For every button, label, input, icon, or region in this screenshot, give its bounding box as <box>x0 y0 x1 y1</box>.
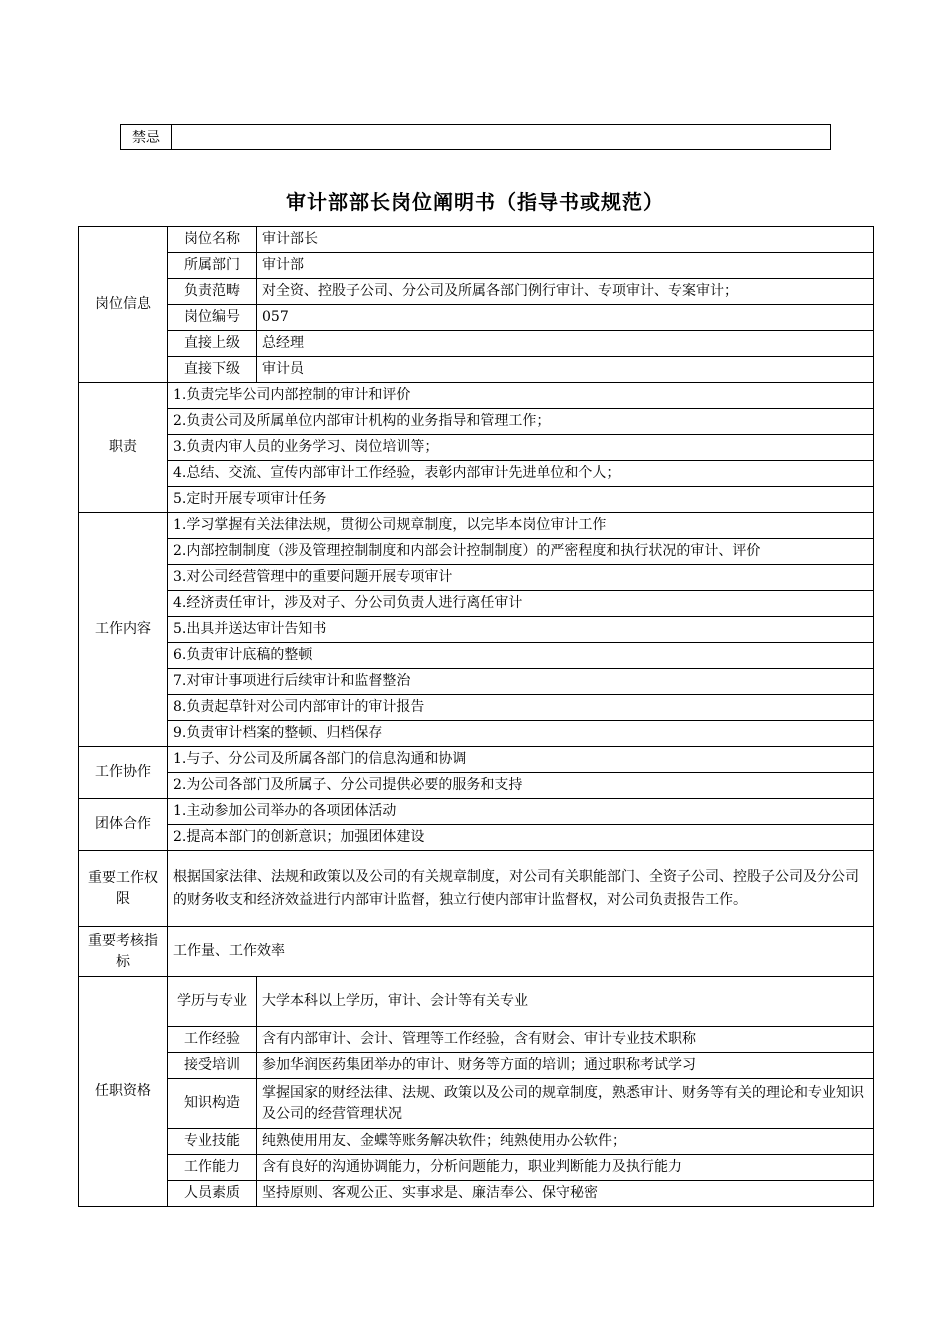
category-work-content: 工作内容 <box>79 513 168 747</box>
category-authority: 重要工作权限 <box>79 851 168 927</box>
category-kpi: 重要考核指标 <box>79 927 168 977</box>
position-info-value: 审计员 <box>257 357 874 383</box>
qualification-value: 掌握国家的财经法律、法规、政策以及公司的规章制度，熟悉审计、财务等有关的理论和专业知识及公司的经营管理状况 <box>257 1079 874 1129</box>
duty-item: 2.负责公司及所属单位内部审计机构的业务指导和管理工作； <box>168 409 874 435</box>
position-info-label: 岗位名称 <box>168 227 257 253</box>
qualification-label: 人员素质 <box>168 1181 257 1207</box>
position-info-value: 057 <box>257 305 874 331</box>
cooperation-item: 1.与子、分公司及所属各部门的信息沟通和协调 <box>168 747 874 773</box>
teamwork-item: 1.主动参加公司举办的各项团体活动 <box>168 799 874 825</box>
qualification-label: 工作能力 <box>168 1155 257 1181</box>
qualification-label: 学历与专业 <box>168 977 257 1027</box>
qualification-label: 工作经验 <box>168 1027 257 1053</box>
position-info-label: 所属部门 <box>168 253 257 279</box>
category-qualifications: 任职资格 <box>79 977 168 1207</box>
category-position-info: 岗位信息 <box>79 227 168 383</box>
job-description-table <box>78 226 874 1207</box>
kpi-text: 工作量、工作效率 <box>168 927 874 977</box>
position-info-value: 总经理 <box>257 331 874 357</box>
work-content-item: 8.负责起草针对公司内部审计的审计报告 <box>168 695 874 721</box>
work-content-item: 7.对审计事项进行后续审计和监督整治 <box>168 669 874 695</box>
qualification-value: 含有内部审计、会计、管理等工作经验，含有财会、审计专业技术职称 <box>257 1027 874 1053</box>
work-content-item: 9.负责审计档案的整顿、归档保存 <box>168 721 874 747</box>
work-content-item: 5.出具并送达审计告知书 <box>168 617 874 643</box>
work-content-item: 4.经济责任审计，涉及对子、分公司负责人进行离任审计 <box>168 591 874 617</box>
qualification-label: 专业技能 <box>168 1129 257 1155</box>
qualification-label: 接受培训 <box>168 1053 257 1079</box>
position-info-label: 岗位编号 <box>168 305 257 331</box>
duty-item: 3.负责内审人员的业务学习、岗位培训等； <box>168 435 874 461</box>
position-info-label: 负责范畴 <box>168 279 257 305</box>
qualification-value: 参加华润医药集团举办的审计、财务等方面的培训；通过职称考试学习 <box>257 1053 874 1079</box>
teamwork-item: 2.提高本部门的创新意识；加强团体建设 <box>168 825 874 851</box>
qualification-value: 纯熟使用用友、金蝶等账务解决软件；纯熟使用办公软件； <box>257 1129 874 1155</box>
cooperation-item: 2.为公司各部门及所属子、分公司提供必要的服务和支持 <box>168 773 874 799</box>
duty-item: 1.负责完毕公司内部控制的审计和评价 <box>168 383 874 409</box>
qualification-value: 大学本科以上学历，审计、会计等有关专业 <box>257 977 874 1027</box>
work-content-item: 1.学习掌握有关法律法规，贯彻公司规章制度，以完毕本岗位审计工作 <box>168 513 874 539</box>
position-info-label: 直接上级 <box>168 331 257 357</box>
category-teamwork: 团体合作 <box>79 799 168 851</box>
duty-item: 4.总结、交流、宣传内部审计工作经验，表彰内部审计先进单位和个人； <box>168 461 874 487</box>
taboo-label: 禁忌 <box>121 125 172 150</box>
work-content-item: 2.内部控制制度（涉及管理控制制度和内部会计控制制度）的严密程度和执行状况的审计、评价 <box>168 539 874 565</box>
authority-text: 根据国家法律、法规和政策以及公司的有关规章制度，对公司有关职能部门、全资子公司、控股子公司及分公司的财务收支和经济效益进行内部审计监督，独立行使内部审计监督权，对公司负责报告工作。 <box>168 851 874 927</box>
taboo-value <box>172 125 831 150</box>
work-content-item: 6.负责审计底稿的整顿 <box>168 643 874 669</box>
position-info-value: 审计部 <box>257 253 874 279</box>
work-content-item: 3.对公司经营管理中的重要问题开展专项审计 <box>168 565 874 591</box>
qualification-label: 知识构造 <box>168 1079 257 1129</box>
qualification-value: 坚持原则、客观公正、实事求是、廉洁奉公、保守秘密 <box>257 1181 874 1207</box>
document-title: 审计部部长岗位阐明书（指导书或规范） <box>286 190 664 214</box>
position-info-label: 直接下级 <box>168 357 257 383</box>
category-duties: 职责 <box>79 383 168 513</box>
duty-item: 5.定时开展专项审计任务 <box>168 487 874 513</box>
category-cooperation: 工作协作 <box>79 747 168 799</box>
taboo-table <box>120 124 831 150</box>
qualification-value: 含有良好的沟通协调能力，分析问题能力，职业判断能力及执行能力 <box>257 1155 874 1181</box>
position-info-value: 对全资、控股子公司、分公司及所属各部门例行审计、专项审计、专案审计； <box>257 279 874 305</box>
position-info-value: 审计部长 <box>257 227 874 253</box>
